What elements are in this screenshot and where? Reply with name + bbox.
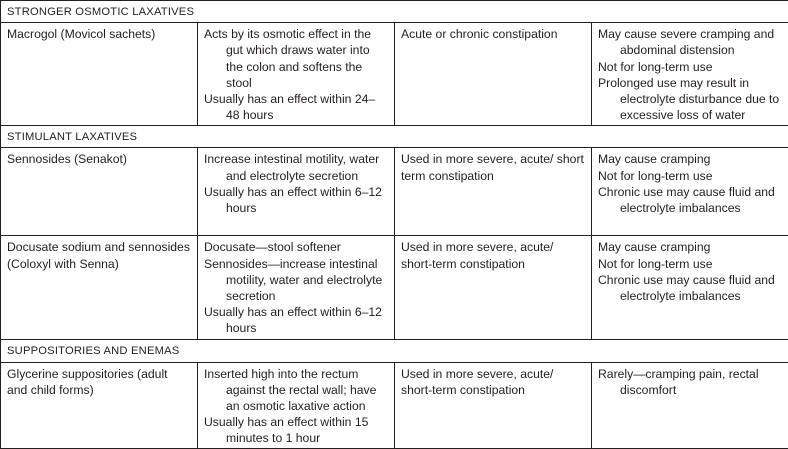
effects-cell — [592, 236, 788, 340]
effects-cell — [592, 362, 788, 448]
indication-cell: Used in more severe, acute/ short term constipation — [395, 148, 592, 236]
action-cell — [198, 148, 395, 236]
effects-cell — [592, 148, 788, 236]
section-heading: SUPPOSITORIES AND ENEMAS — [1, 340, 788, 362]
action-line: Acts by its osmotic effect in the gut which draws water into the colon and softens the stool — [204, 26, 388, 91]
drug-cell: Sennosides (Senakot) — [1, 148, 198, 236]
effect-line: Not for long-term use — [598, 59, 782, 75]
action-line: Usually has an effect within 6–12 hours — [204, 304, 388, 336]
table-row — [1, 362, 788, 448]
action-line: Increase intestinal motility, water and electrolyte secretion — [204, 151, 388, 183]
effect-line: Rarely—cramping pain, rectal discomfort — [598, 366, 782, 398]
section-header-row — [1, 340, 788, 362]
section-heading: STIMULANT LAXATIVES — [1, 126, 788, 148]
drug-cell: Glycerine suppositories (adult and child forms) — [1, 362, 198, 448]
action-line: Sennosides—increase intestinal motility, water and electrolyte secretion — [204, 256, 388, 305]
effect-line: Not for long-term use — [598, 168, 782, 184]
effect-line: May cause severe cramping and abdominal distension — [598, 26, 782, 58]
action-cell — [198, 23, 395, 126]
table-row — [1, 148, 788, 236]
effect-line: Chronic use may cause fluid and electrolyte imbalances — [598, 184, 782, 216]
action-cell — [198, 236, 395, 340]
action-line: Usually has an effect within 15 minutes to 1 hour — [204, 414, 388, 446]
effect-line: Not for long-term use — [598, 256, 782, 272]
drug-cell: Macrogol (Movicol sachets) — [1, 23, 198, 126]
section-header-row — [1, 1, 788, 23]
effects-cell — [592, 23, 788, 126]
action-line: Inserted high into the rectum against the rectal wall; have an osmotic laxative action — [204, 366, 388, 415]
action-line: Usually has an effect within 6–12 hours — [204, 184, 388, 216]
action-line: Usually has an effect within 24–48 hours — [204, 91, 388, 123]
indication-cell: Acute or chronic constipation — [395, 23, 592, 126]
drug-cell: Docusate sodium and sennosides (Coloxyl with Senna) — [1, 236, 198, 340]
indication-cell: Used in more severe, acute/ short-term constipation — [395, 362, 592, 448]
effect-line: May cause cramping — [598, 151, 782, 167]
section-heading: STRONGER OSMOTIC LAXATIVES — [1, 1, 788, 23]
section-header-row — [1, 126, 788, 148]
action-line: Docusate—stool softener — [204, 239, 388, 255]
table-row — [1, 23, 788, 126]
effect-line: Prolonged use may result in electrolyte disturbance due to excessive loss of water — [598, 75, 782, 124]
action-cell — [198, 362, 395, 448]
effect-line: Chronic use may cause fluid and electrolyte imbalances — [598, 272, 782, 304]
table-row — [1, 236, 788, 340]
effect-line: May cause cramping — [598, 239, 782, 255]
indication-cell: Used in more severe, acute/ short-term constipation — [395, 236, 592, 340]
